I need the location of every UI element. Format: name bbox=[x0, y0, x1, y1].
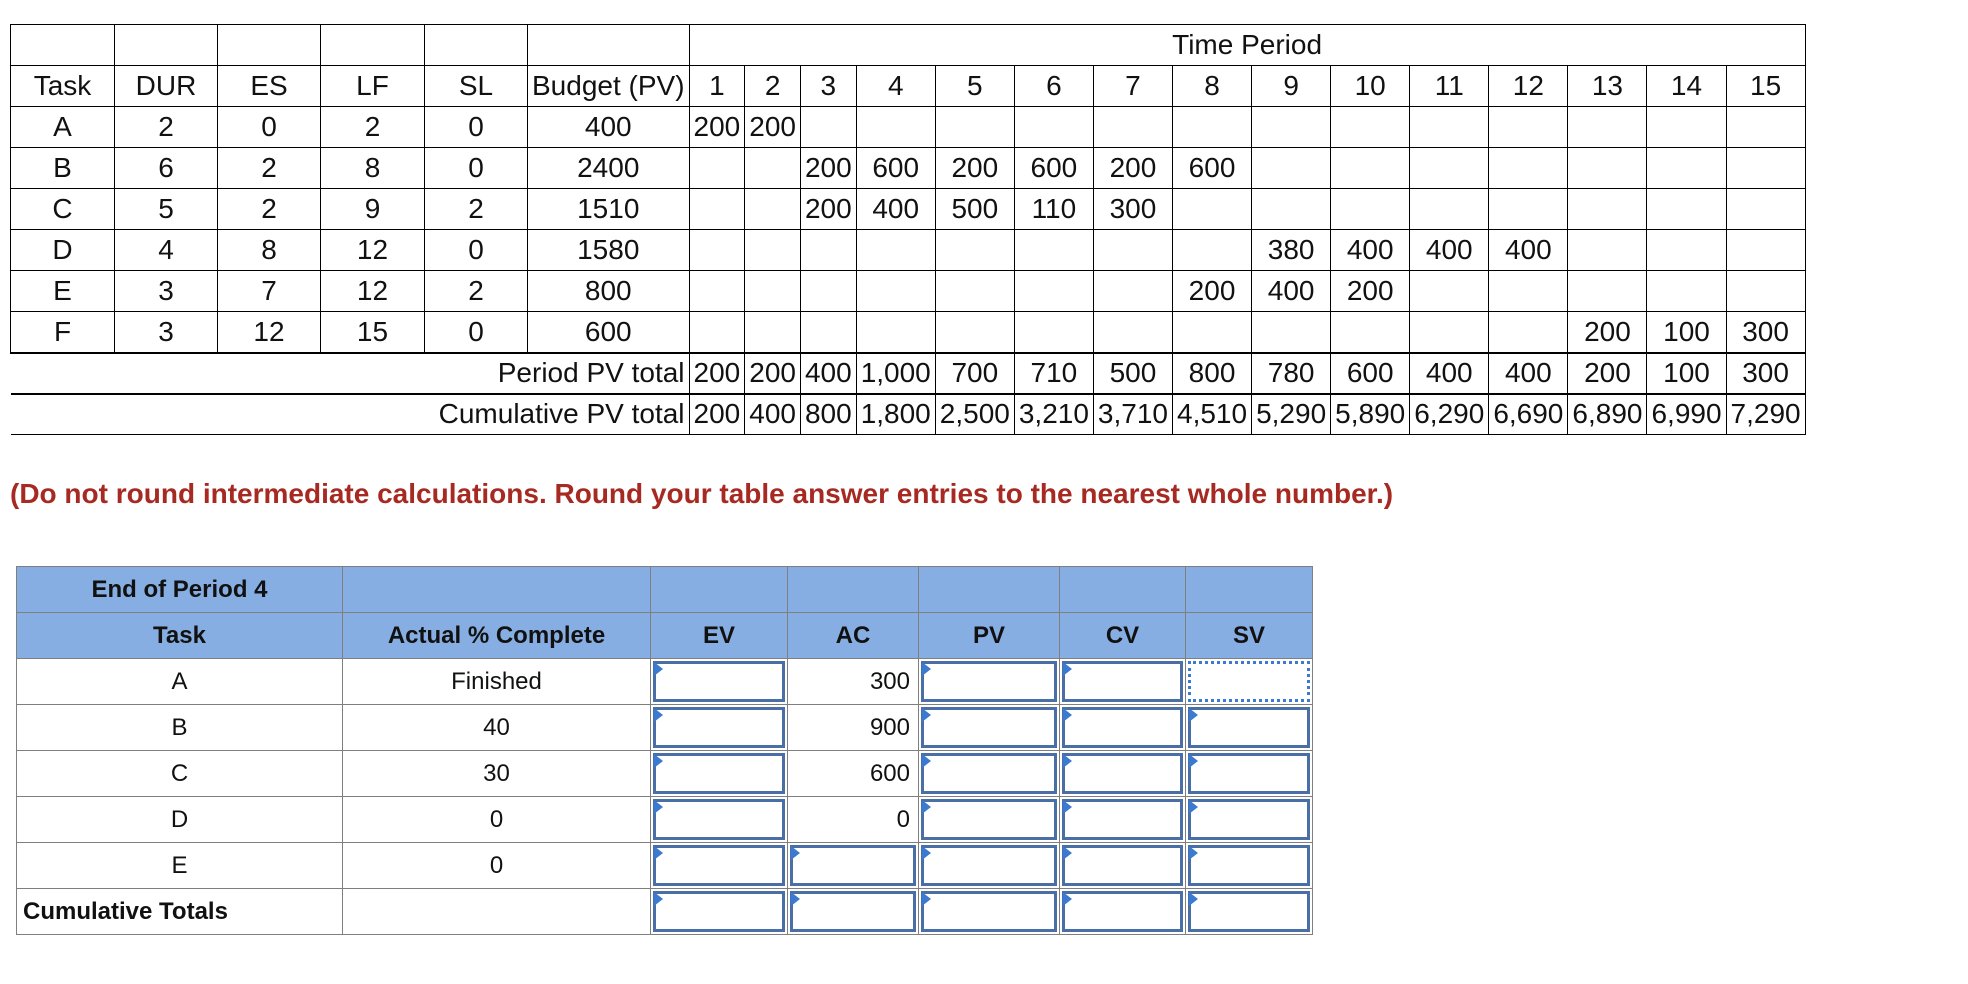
rounding-instruction: (Do not round intermediate calculations. Round your table answer entries to the nearest whole number.) bbox=[10, 478, 1394, 509]
header-budget: Budget (PV) bbox=[528, 66, 690, 107]
task-budget-cell: 1510 bbox=[528, 189, 690, 230]
pv-cell bbox=[919, 797, 1060, 843]
cumulative-total-cell: 6,290 bbox=[1410, 394, 1489, 435]
ev-cell bbox=[651, 843, 788, 889]
period-pv-cell bbox=[1726, 189, 1805, 230]
period-pv-cell bbox=[745, 189, 801, 230]
header-task: Task bbox=[11, 66, 115, 107]
sv-input[interactable] bbox=[1188, 799, 1310, 840]
task-row bbox=[11, 189, 1806, 230]
header-sv: SV bbox=[1186, 613, 1313, 659]
period-header: 9 bbox=[1252, 66, 1331, 107]
ac-value: 300 bbox=[788, 659, 919, 705]
ac-total-input[interactable] bbox=[790, 891, 916, 932]
period-header: 14 bbox=[1647, 66, 1726, 107]
period-pv-cell: 400 bbox=[1410, 230, 1489, 271]
task-row bbox=[11, 148, 1806, 189]
task-lf-cell: 12 bbox=[321, 271, 425, 312]
ev-cell bbox=[651, 797, 788, 843]
schedule-header-row bbox=[11, 66, 1806, 107]
period-pv-cell bbox=[856, 230, 935, 271]
period-pv-cell bbox=[1568, 189, 1647, 230]
cumulative-total-cell: 2,500 bbox=[935, 394, 1014, 435]
header-lf: LF bbox=[321, 66, 425, 107]
period-pv-cell bbox=[856, 271, 935, 312]
period-pv-cell bbox=[1331, 312, 1410, 353]
period-label: End of Period 4 bbox=[17, 567, 343, 613]
cv-input[interactable] bbox=[1062, 661, 1183, 702]
actual-complete-value: 40 bbox=[343, 705, 651, 751]
cumulative-total-cell: 400 bbox=[745, 394, 801, 435]
cv-cell bbox=[1060, 659, 1186, 705]
task-task-cell: A bbox=[11, 107, 115, 148]
actual-complete-value: Finished bbox=[343, 659, 651, 705]
task-dur-cell: 4 bbox=[115, 230, 218, 271]
cv-cell bbox=[1060, 843, 1186, 889]
task-sl-cell: 2 bbox=[425, 271, 528, 312]
period-pv-cell bbox=[1410, 271, 1489, 312]
ev-input[interactable] bbox=[653, 661, 785, 702]
ev-total-input[interactable] bbox=[653, 891, 785, 932]
period-total-cell: 700 bbox=[935, 353, 1014, 394]
period-pv-cell bbox=[1093, 107, 1172, 148]
task-es-cell: 7 bbox=[218, 271, 321, 312]
period-total-cell: 200 bbox=[689, 353, 745, 394]
period-pv-cell: 200 bbox=[1331, 271, 1410, 312]
sv-total-cell bbox=[1186, 889, 1313, 935]
period-pv-cell: 200 bbox=[745, 107, 801, 148]
task-task-cell: D bbox=[11, 230, 115, 271]
answer-period-row bbox=[17, 567, 1313, 613]
period-header: 12 bbox=[1489, 66, 1568, 107]
period-pv-cell bbox=[856, 312, 935, 353]
period-pv-cell bbox=[935, 271, 1014, 312]
sv-input[interactable] bbox=[1188, 845, 1310, 886]
period-header: 8 bbox=[1173, 66, 1252, 107]
task-es-cell: 0 bbox=[218, 107, 321, 148]
period-pv-cell bbox=[1252, 107, 1331, 148]
pv-cell bbox=[919, 843, 1060, 889]
pv-total-cell bbox=[919, 889, 1060, 935]
period-pv-cell: 200 bbox=[1093, 148, 1172, 189]
period-pv-cell bbox=[1252, 189, 1331, 230]
answer-row bbox=[17, 843, 1313, 889]
sv-cell bbox=[1186, 797, 1313, 843]
sv-input[interactable] bbox=[1188, 753, 1310, 794]
ac-value: 600 bbox=[788, 751, 919, 797]
header-es: ES bbox=[218, 66, 321, 107]
period-total-cell: 500 bbox=[1093, 353, 1172, 394]
cumulative-total-cell: 6,990 bbox=[1647, 394, 1726, 435]
period-pv-cell bbox=[745, 271, 801, 312]
period-pv-cell bbox=[1647, 148, 1726, 189]
period-pv-cell bbox=[689, 271, 745, 312]
pv-input[interactable] bbox=[921, 753, 1057, 794]
period-pv-cell bbox=[1489, 271, 1568, 312]
pv-input[interactable] bbox=[921, 799, 1057, 840]
actual-complete-value: 0 bbox=[343, 797, 651, 843]
period-total-cell: 200 bbox=[1568, 353, 1647, 394]
period-pv-cell bbox=[856, 107, 935, 148]
period-pv-cell: 600 bbox=[856, 148, 935, 189]
answer-task-name: E bbox=[17, 843, 343, 889]
ev-input[interactable] bbox=[653, 753, 785, 794]
period-pv-cell bbox=[1173, 230, 1252, 271]
cv-total-cell bbox=[1060, 889, 1186, 935]
period-pv-cell bbox=[1014, 312, 1093, 353]
period-pv-cell: 400 bbox=[856, 189, 935, 230]
cumulative-totals-label: Cumulative Totals bbox=[17, 889, 343, 935]
header-task: Task bbox=[17, 613, 343, 659]
period-total-cell: 300 bbox=[1726, 353, 1805, 394]
time-period-label: Time Period bbox=[689, 25, 1805, 66]
period-pv-cell: 110 bbox=[1014, 189, 1093, 230]
period-pv-cell bbox=[689, 230, 745, 271]
task-row bbox=[11, 312, 1806, 353]
period-pv-cell bbox=[1489, 189, 1568, 230]
pv-input[interactable] bbox=[921, 845, 1057, 886]
sv-input[interactable] bbox=[1188, 707, 1310, 748]
period-header: 15 bbox=[1726, 66, 1805, 107]
cumulative-total-label: Cumulative PV total bbox=[11, 394, 690, 435]
cv-input[interactable] bbox=[1062, 845, 1183, 886]
ev-input[interactable] bbox=[653, 707, 785, 748]
period-pv-cell bbox=[935, 107, 1014, 148]
period-pv-cell bbox=[689, 312, 745, 353]
period-pv-cell bbox=[1014, 107, 1093, 148]
period-pv-cell bbox=[1726, 230, 1805, 271]
cv-cell bbox=[1060, 797, 1186, 843]
period-pv-cell bbox=[1014, 230, 1093, 271]
schedule-table bbox=[10, 24, 1806, 435]
period-total-label: Period PV total bbox=[11, 353, 690, 394]
cv-input[interactable] bbox=[1062, 707, 1183, 748]
period-total-cell: 1,000 bbox=[856, 353, 935, 394]
period-header: 7 bbox=[1093, 66, 1172, 107]
actual-complete-value: 0 bbox=[343, 843, 651, 889]
cumulative-total-row bbox=[11, 394, 1806, 435]
task-dur-cell: 6 bbox=[115, 148, 218, 189]
period-pv-cell bbox=[1331, 148, 1410, 189]
period-pv-cell bbox=[1173, 312, 1252, 353]
period-total-cell: 800 bbox=[1173, 353, 1252, 394]
period-pv-cell bbox=[1252, 148, 1331, 189]
task-row bbox=[11, 271, 1806, 312]
period-pv-cell: 500 bbox=[935, 189, 1014, 230]
period-header: 11 bbox=[1410, 66, 1489, 107]
period-header: 13 bbox=[1568, 66, 1647, 107]
sv-total-input[interactable] bbox=[1188, 891, 1310, 932]
cumulative-total-cell: 6,690 bbox=[1489, 394, 1568, 435]
period-total-cell: 600 bbox=[1331, 353, 1410, 394]
period-pv-cell bbox=[1568, 271, 1647, 312]
answer-task-name: C bbox=[17, 751, 343, 797]
period-total-cell: 780 bbox=[1252, 353, 1331, 394]
period-pv-cell bbox=[1410, 189, 1489, 230]
task-lf-cell: 8 bbox=[321, 148, 425, 189]
ev-input[interactable] bbox=[653, 799, 785, 840]
task-es-cell: 2 bbox=[218, 148, 321, 189]
cv-total-input[interactable] bbox=[1062, 891, 1183, 932]
task-dur-cell: 2 bbox=[115, 107, 218, 148]
answer-task-name: A bbox=[17, 659, 343, 705]
task-task-cell: F bbox=[11, 312, 115, 353]
pv-cell bbox=[919, 659, 1060, 705]
sv-cell bbox=[1186, 843, 1313, 889]
ac-value: 0 bbox=[788, 797, 919, 843]
period-pv-cell bbox=[1331, 107, 1410, 148]
period-pv-cell: 200 bbox=[800, 189, 856, 230]
period-pv-cell bbox=[935, 230, 1014, 271]
cumulative-total-cell: 200 bbox=[689, 394, 745, 435]
period-header: 10 bbox=[1331, 66, 1410, 107]
ac-input[interactable] bbox=[790, 845, 916, 886]
period-pv-cell bbox=[1331, 189, 1410, 230]
cumulative-totals-row bbox=[17, 889, 1313, 935]
pv-total-input[interactable] bbox=[921, 891, 1057, 932]
period-header: 6 bbox=[1014, 66, 1093, 107]
period-pv-cell bbox=[1647, 230, 1726, 271]
period-header: 5 bbox=[935, 66, 1014, 107]
period-pv-cell bbox=[1726, 107, 1805, 148]
period-pv-cell bbox=[689, 148, 745, 189]
period-pv-cell bbox=[1647, 107, 1726, 148]
period-pv-cell bbox=[745, 312, 801, 353]
period-pv-cell bbox=[1489, 148, 1568, 189]
task-task-cell: B bbox=[11, 148, 115, 189]
period-pv-cell: 200 bbox=[800, 148, 856, 189]
period-pv-cell bbox=[935, 312, 1014, 353]
task-es-cell: 12 bbox=[218, 312, 321, 353]
ev-cell bbox=[651, 751, 788, 797]
answer-table bbox=[16, 566, 1313, 935]
cv-input[interactable] bbox=[1062, 753, 1183, 794]
task-sl-cell: 2 bbox=[425, 189, 528, 230]
sv-input[interactable] bbox=[1188, 661, 1310, 702]
period-pv-cell: 380 bbox=[1252, 230, 1331, 271]
answer-row bbox=[17, 659, 1313, 705]
header-sl: SL bbox=[425, 66, 528, 107]
header-actual-complete: Actual % Complete bbox=[343, 613, 651, 659]
period-header: 4 bbox=[856, 66, 935, 107]
actual-complete-value: 30 bbox=[343, 751, 651, 797]
cumulative-total-cell: 3,710 bbox=[1093, 394, 1172, 435]
period-pv-cell bbox=[1093, 230, 1172, 271]
period-pv-cell bbox=[1489, 312, 1568, 353]
period-pv-cell bbox=[800, 107, 856, 148]
answer-task-name: D bbox=[17, 797, 343, 843]
task-sl-cell: 0 bbox=[425, 230, 528, 271]
period-pv-cell bbox=[1568, 107, 1647, 148]
task-task-cell: E bbox=[11, 271, 115, 312]
period-total-cell: 400 bbox=[800, 353, 856, 394]
schedule-task-rows bbox=[11, 107, 1806, 353]
pv-input[interactable] bbox=[921, 661, 1057, 702]
answer-header-row bbox=[17, 613, 1313, 659]
ev-cell bbox=[651, 705, 788, 751]
task-sl-cell: 0 bbox=[425, 148, 528, 189]
answer-row bbox=[17, 751, 1313, 797]
period-total-cell: 400 bbox=[1489, 353, 1568, 394]
cumulative-total-cell: 5,890 bbox=[1331, 394, 1410, 435]
period-pv-cell bbox=[1093, 312, 1172, 353]
task-budget-cell: 400 bbox=[528, 107, 690, 148]
sv-cell bbox=[1186, 659, 1313, 705]
period-pv-cell bbox=[1410, 107, 1489, 148]
period-pv-cell: 100 bbox=[1647, 312, 1726, 353]
period-pv-cell: 400 bbox=[1252, 271, 1331, 312]
period-pv-cell: 600 bbox=[1173, 148, 1252, 189]
task-row bbox=[11, 230, 1806, 271]
task-sl-cell: 0 bbox=[425, 107, 528, 148]
period-pv-cell bbox=[1252, 312, 1331, 353]
period-pv-cell bbox=[1489, 107, 1568, 148]
cumulative-total-cell: 3,210 bbox=[1014, 394, 1093, 435]
pv-cell bbox=[919, 751, 1060, 797]
cumulative-total-cell: 800 bbox=[800, 394, 856, 435]
cumulative-total-cell: 1,800 bbox=[856, 394, 935, 435]
period-pv-cell: 300 bbox=[1093, 189, 1172, 230]
period-header: 2 bbox=[745, 66, 801, 107]
task-budget-cell: 2400 bbox=[528, 148, 690, 189]
task-budget-cell: 600 bbox=[528, 312, 690, 353]
task-dur-cell: 3 bbox=[115, 312, 218, 353]
period-pv-cell bbox=[800, 271, 856, 312]
period-pv-cell: 200 bbox=[935, 148, 1014, 189]
period-total-cell: 100 bbox=[1647, 353, 1726, 394]
task-lf-cell: 15 bbox=[321, 312, 425, 353]
task-budget-cell: 1580 bbox=[528, 230, 690, 271]
task-sl-cell: 0 bbox=[425, 312, 528, 353]
ac-total-cell bbox=[788, 889, 919, 935]
period-total-row bbox=[11, 353, 1806, 394]
task-lf-cell: 2 bbox=[321, 107, 425, 148]
header-ac: AC bbox=[788, 613, 919, 659]
answer-task-rows bbox=[17, 659, 1313, 889]
answer-row bbox=[17, 705, 1313, 751]
period-pv-cell bbox=[1173, 189, 1252, 230]
task-lf-cell: 12 bbox=[321, 230, 425, 271]
period-pv-cell bbox=[689, 189, 745, 230]
period-pv-cell bbox=[1410, 148, 1489, 189]
period-pv-cell bbox=[1173, 107, 1252, 148]
period-header: 3 bbox=[800, 66, 856, 107]
sv-cell bbox=[1186, 705, 1313, 751]
task-dur-cell: 5 bbox=[115, 189, 218, 230]
cv-input[interactable] bbox=[1062, 799, 1183, 840]
ev-input[interactable] bbox=[653, 845, 785, 886]
task-dur-cell: 3 bbox=[115, 271, 218, 312]
period-pv-cell bbox=[1647, 189, 1726, 230]
task-es-cell: 2 bbox=[218, 189, 321, 230]
task-row bbox=[11, 107, 1806, 148]
answer-row bbox=[17, 797, 1313, 843]
pv-input[interactable] bbox=[921, 707, 1057, 748]
period-pv-cell bbox=[800, 312, 856, 353]
cv-cell bbox=[1060, 705, 1186, 751]
ev-cell bbox=[651, 659, 788, 705]
period-pv-cell bbox=[1568, 230, 1647, 271]
period-pv-cell bbox=[1014, 271, 1093, 312]
answer-task-name: B bbox=[17, 705, 343, 751]
period-pv-cell bbox=[1726, 148, 1805, 189]
header-pv: PV bbox=[919, 613, 1060, 659]
period-pv-cell: 200 bbox=[689, 107, 745, 148]
period-pv-cell bbox=[1410, 312, 1489, 353]
pv-cell bbox=[919, 705, 1060, 751]
period-pv-cell: 400 bbox=[1489, 230, 1568, 271]
period-header: 1 bbox=[689, 66, 745, 107]
ev-total-cell bbox=[651, 889, 788, 935]
period-pv-cell bbox=[1647, 271, 1726, 312]
cumulative-total-cell: 4,510 bbox=[1173, 394, 1252, 435]
header-ev: EV bbox=[651, 613, 788, 659]
period-pv-cell: 300 bbox=[1726, 312, 1805, 353]
period-pv-cell: 400 bbox=[1331, 230, 1410, 271]
task-task-cell: C bbox=[11, 189, 115, 230]
period-pv-cell: 200 bbox=[1173, 271, 1252, 312]
ac-value: 900 bbox=[788, 705, 919, 751]
task-es-cell: 8 bbox=[218, 230, 321, 271]
ac-cell bbox=[788, 843, 919, 889]
period-pv-cell bbox=[745, 148, 801, 189]
cv-cell bbox=[1060, 751, 1186, 797]
cumulative-total-cell: 5,290 bbox=[1252, 394, 1331, 435]
period-total-cell: 400 bbox=[1410, 353, 1489, 394]
period-total-cell: 200 bbox=[745, 353, 801, 394]
cumulative-total-cell: 6,890 bbox=[1568, 394, 1647, 435]
period-pv-cell bbox=[800, 230, 856, 271]
header-cv: CV bbox=[1060, 613, 1186, 659]
time-period-row bbox=[11, 25, 1806, 66]
period-pv-cell bbox=[1568, 148, 1647, 189]
header-dur: DUR bbox=[115, 66, 218, 107]
cumulative-total-cell: 7,290 bbox=[1726, 394, 1805, 435]
task-budget-cell: 800 bbox=[528, 271, 690, 312]
period-pv-cell: 200 bbox=[1568, 312, 1647, 353]
period-pv-cell bbox=[1726, 271, 1805, 312]
period-pv-cell: 600 bbox=[1014, 148, 1093, 189]
period-total-cell: 710 bbox=[1014, 353, 1093, 394]
sv-cell bbox=[1186, 751, 1313, 797]
period-pv-cell bbox=[745, 230, 801, 271]
period-pv-cell bbox=[1093, 271, 1172, 312]
task-lf-cell: 9 bbox=[321, 189, 425, 230]
